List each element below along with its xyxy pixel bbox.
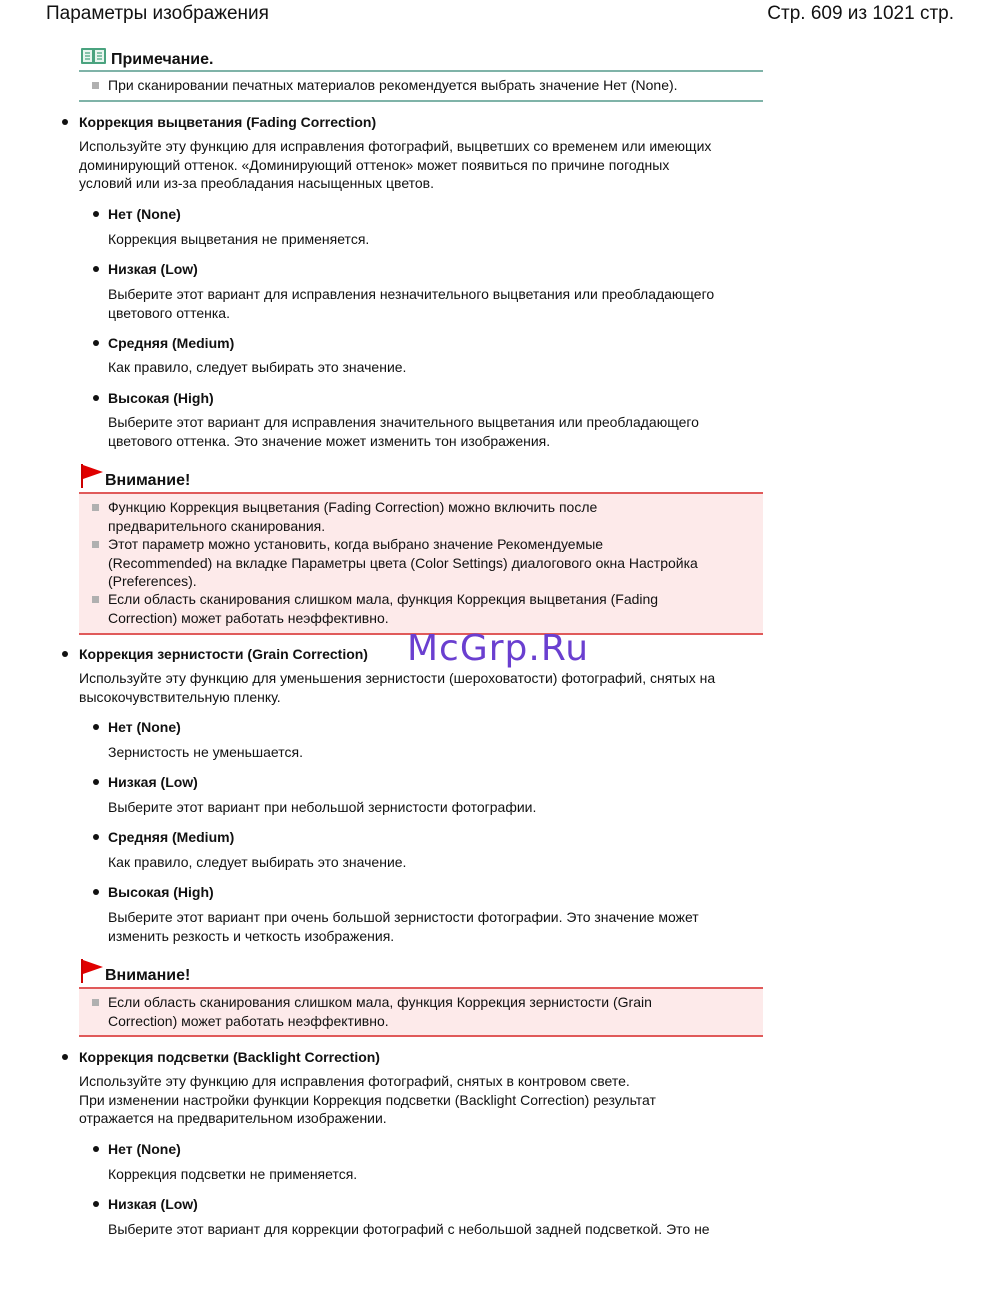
grain-option-label: Нет (None) [108,719,181,735]
grain-option-label: Высокая (High) [108,884,214,900]
fading-option-label: Низкая (Low) [108,261,198,277]
warning-item-bullet [92,541,99,548]
note-title: Примечание. [111,51,214,68]
section-bullet [62,119,68,125]
grain-heading: Коррекция зернистости (Grain Correction) [79,646,368,662]
backlight-desc: Используйте эту функцию для исправления фотографий, снятых в контровом свете. При изменении настройки функции Коррекция подсветки (Backlight Correction) результат отражается на предварительном изображении. [79,1073,656,1126]
option-bullet [93,340,99,346]
grain-desc: Используйте эту функцию для уменьшения зернистости (шероховатости) фотографий, снятых на высокочувствительную пленку. [79,670,716,705]
option-bullet [93,779,99,785]
grain-option-desc: Как правило, следует выбирать это значение. [108,854,407,870]
backlight-option-desc: Коррекция подсветки не применяется. [108,1166,358,1182]
grain-option-desc: Выберите этот вариант при очень большой зернистости фотографии. Это значение может изменить резкость и четкость изображения. [108,909,699,944]
warning-flag-icon [80,958,104,984]
page-header-title: Параметры изображения [46,3,269,24]
backlight-option-desc: Выберите этот вариант для коррекции фотографий с небольшой задней подсветкой. Это не [108,1221,710,1237]
warning-item: Если область сканирования слишком мала, функция Коррекция выцветания (Fading Correction) может работать неэффективно. [108,591,659,626]
grain-option-label: Средняя (Medium) [108,829,235,845]
fading-option-desc: Выберите этот вариант для исправления незначительного выцветания или преобладающего цветового оттенка. [108,286,715,321]
fading-option-label: Высокая (High) [108,390,214,406]
fading-option-desc: Как правило, следует выбирать это значение. [108,359,407,375]
section-bullet [62,651,68,657]
option-bullet [93,1201,99,1207]
fading-desc: Используйте эту функцию для исправления фотографий, выцветших со временем или имеющих доминирующий оттенок. «Доминирующий оттенок» может появиться по причине погодных условий или из-за преобладания насыщенных цветов. [79,138,712,191]
warning-title: Внимание! [105,967,191,984]
warning-title: Внимание! [105,472,191,489]
warning-flag-icon [80,463,104,489]
option-bullet [93,266,99,272]
watermark-text: McGrp.Ru [407,628,590,669]
note-top-rule [79,70,763,72]
option-bullet [93,395,99,401]
fading-option-desc: Коррекция выцветания не применяется. [108,231,370,247]
note-bottom-rule [79,100,763,102]
warning-item-bullet [92,999,99,1006]
warning-item-bullet [92,596,99,603]
grain-option-label: Низкая (Low) [108,774,198,790]
note-item: При сканировании печатных материалов рекомендуется выбрать значение Нет (None). [108,77,678,93]
option-bullet [93,834,99,840]
warning-item: Если область сканирования слишком мала, функция Коррекция зернистости (Grain Correction) может работать неэффективно. [108,994,652,1029]
warning-item: Функцию Коррекция выцветания (Fading Correction) можно включить после предварительного сканирования. [108,499,598,534]
option-bullet [93,889,99,895]
backlight-heading: Коррекция подсветки (Backlight Correction) [79,1049,380,1065]
backlight-option-label: Низкая (Low) [108,1196,198,1212]
fading-option-label: Средняя (Medium) [108,335,235,351]
option-bullet [93,1146,99,1152]
fading-heading: Коррекция выцветания (Fading Correction) [79,114,377,130]
option-bullet [93,724,99,730]
grain-option-desc: Выберите этот вариант при небольшой зернистости фотографии. [108,799,537,815]
warning-item-bullet [92,504,99,511]
backlight-option-label: Нет (None) [108,1141,181,1157]
fading-option-desc: Выберите этот вариант для исправления значительного выцветания или преобладающего цветового оттенка. Это значение может изменить тон изображения. [108,414,699,449]
fading-option-label: Нет (None) [108,206,181,222]
page-number-info: Стр. 609 из 1021 стр. [767,3,954,24]
warning-item: Этот параметр можно установить, когда выбрано значение Рекомендуемые (Recommended) на вкладке Параметры цвета (Color Settings) диалогового окна Настройка (Preferences). [108,536,698,589]
option-bullet [93,211,99,217]
section-bullet [62,1054,68,1060]
grain-option-desc: Зернистость не уменьшается. [108,744,303,760]
note-item-bullet [92,82,99,89]
note-book-icon [80,46,107,66]
